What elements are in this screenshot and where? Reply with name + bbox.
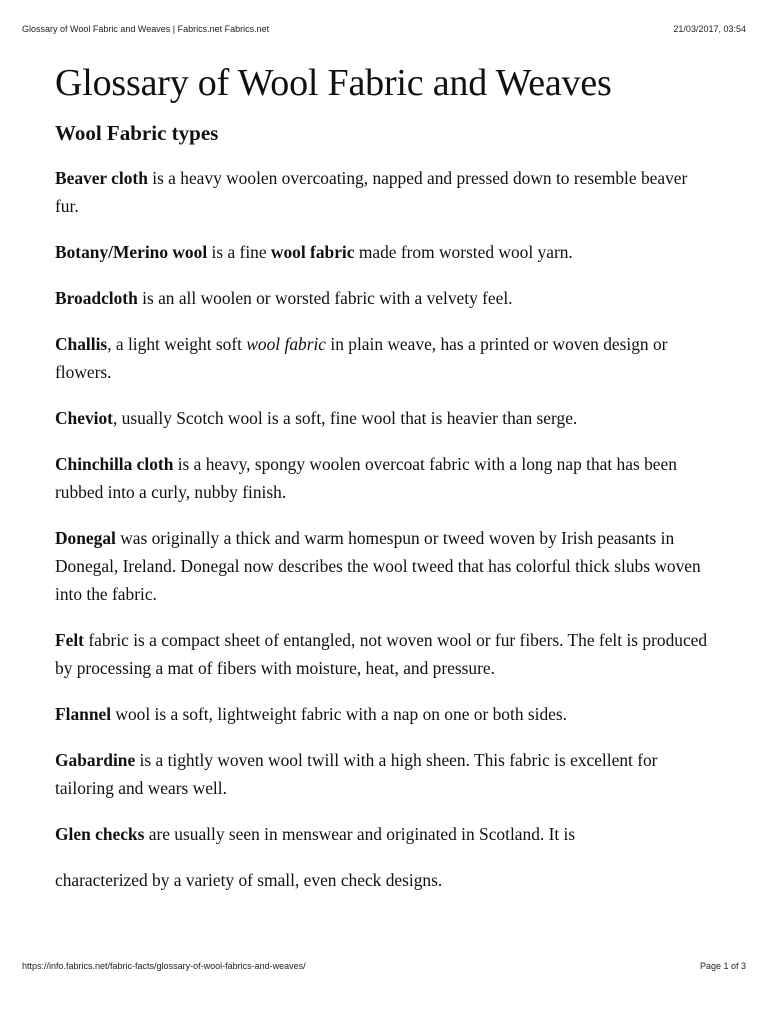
entry-gabardine [55, 746, 715, 802]
entry-glen-checks [55, 820, 715, 848]
entry-felt [55, 626, 715, 682]
print-header [22, 24, 746, 34]
entry-term: Botany/Merino wool [55, 242, 208, 262]
entry-text: is a tightly woven wool twill with a high sheen. This fabric is excellent for tailoring and wears well. [55, 750, 658, 798]
page-title: Glossary of Wool Fabric and Weaves [55, 62, 612, 104]
entry-term: Donegal [55, 528, 116, 548]
article [55, 60, 715, 912]
entry-text: was originally a thick and warm homespun or tweed woven by Irish peasants in Donegal, Ireland. Donegal now describes the wool tweed that has colorful thick slubs woven into the fabric. [55, 528, 701, 604]
entry-term: Challis [55, 334, 108, 354]
entry-text: in plain weave, has a printed or woven design or flowers. [55, 334, 668, 382]
print-header-datetime: 21/03/2017, 03:54 [673, 24, 746, 34]
entry-text: fabric is a compact sheet of entangled, not woven wool or fur fibers. The felt is produced by processing a mat of fibers with moisture, heat, and pressure. [55, 630, 708, 678]
entry-term: Chinchilla cloth [55, 454, 174, 474]
entry-botany-merino-wool [55, 238, 715, 266]
entry-glen-checks-continuation: characterized by a variety of small, even check designs. [55, 870, 443, 890]
entry-text: is a heavy, spongy woolen overcoat fabric with a long nap that has been rubbed into a curly, nubby finish. [55, 454, 677, 502]
entry-term: Beaver cloth [55, 168, 148, 188]
entry-challis [55, 330, 715, 386]
entry-text: , a light weight soft [107, 334, 247, 354]
entry-flannel [55, 700, 715, 728]
entry-text: is a fine [207, 242, 271, 262]
entry-bold-phrase: wool fabric [270, 242, 355, 262]
entry-text: , usually Scotch wool is a soft, fine wool that is heavier than serge. [112, 408, 578, 428]
print-footer-page: Page 1 of 3 [699, 961, 746, 971]
entry-term: Glen checks [55, 824, 145, 844]
entry-chinchilla-cloth [55, 450, 715, 506]
section-heading: Wool Fabric types [55, 121, 219, 145]
entry-broadcloth [55, 284, 715, 312]
entry-donegal [55, 524, 715, 608]
entry-term: Gabardine [55, 750, 136, 770]
print-header-title: Glossary of Wool Fabric and Weaves | Fabrics.net Fabrics.net [22, 24, 270, 34]
entry-term: Broadcloth [55, 288, 138, 308]
entry-italic-phrase: wool fabric [246, 334, 327, 354]
print-footer [22, 961, 746, 971]
entry-text: is an all woolen or worsted fabric with a velvety feel. [137, 288, 513, 308]
entry-term: Felt [55, 630, 84, 650]
entry-beaver-cloth [55, 164, 715, 220]
entry-text: are usually seen in menswear and originated in Scotland. It is [144, 824, 576, 844]
entry-cheviot [55, 404, 715, 432]
entry-term: Cheviot [55, 408, 113, 428]
entry-text: is a heavy woolen overcoating, napped and pressed down to resemble beaver fur. [55, 168, 688, 216]
entry-text: wool is a soft, lightweight fabric with a nap on one or both sides. [111, 704, 567, 724]
print-footer-url[interactable]: https://info.fabrics.net/fabric-facts/glossary-of-wool-fabrics-and-weaves/ [22, 961, 306, 971]
entry-text: made from worsted wool yarn. [354, 242, 573, 262]
entry-term: Flannel [55, 704, 112, 724]
